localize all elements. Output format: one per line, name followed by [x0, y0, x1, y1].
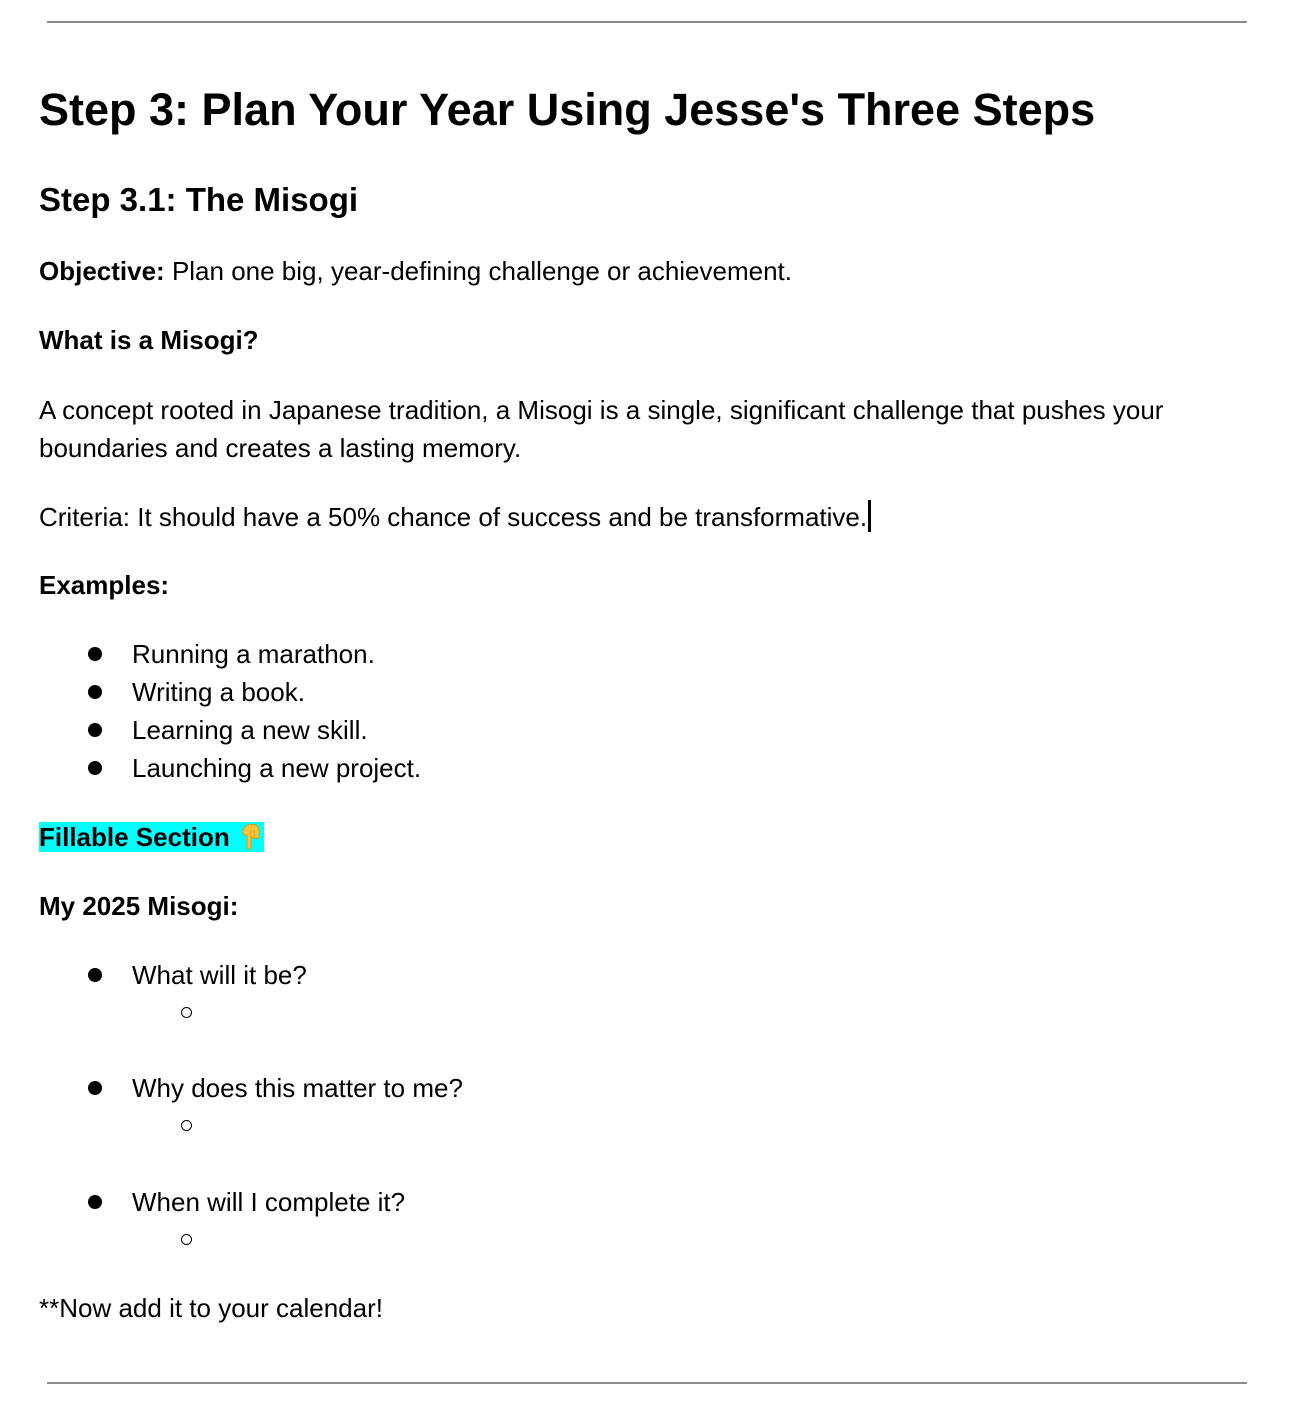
bullet-icon	[88, 1195, 102, 1209]
question-text: Why does this matter to me?	[132, 1073, 463, 1103]
bullet-icon	[88, 647, 102, 661]
question-item[interactable]	[0, 1067, 1292, 1147]
closing-note[interactable]: **Now add it to your calendar!	[39, 1293, 383, 1323]
bullet-icon	[88, 761, 102, 775]
question-item[interactable]	[0, 954, 1292, 1034]
examples-heading: Examples:	[39, 570, 170, 600]
objective-text: Plan one big, year-defining challenge or achievement.	[164, 256, 793, 286]
sub-bullet-icon[interactable]	[181, 1120, 192, 1131]
bottom-divider	[47, 1382, 1247, 1384]
bullet-icon	[88, 723, 102, 737]
question-item[interactable]	[0, 1181, 1292, 1261]
bullet-icon	[88, 685, 102, 699]
top-divider	[47, 21, 1247, 23]
question-text: What will it be?	[132, 960, 307, 990]
criteria-text: Criteria: It should have a 50% chance of success and be transformative.	[39, 502, 868, 532]
example-text: Writing a book.	[132, 677, 305, 707]
criteria-paragraph[interactable]	[39, 498, 871, 536]
what-is-misogi-heading: What is a Misogi?	[39, 325, 259, 355]
text-cursor	[868, 500, 871, 532]
bullet-icon	[88, 968, 102, 982]
objective-paragraph[interactable]	[39, 252, 792, 290]
example-text: Running a marathon.	[132, 639, 375, 669]
sub-bullet-icon[interactable]	[181, 1234, 192, 1245]
example-text: Launching a new project.	[132, 753, 422, 783]
objective-label: Objective:	[39, 256, 165, 286]
highlighted-label	[39, 822, 264, 852]
fillable-label-text: Fillable Section	[39, 822, 230, 852]
section-heading: Step 3.1: The Misogi	[39, 181, 359, 218]
fillable-section-label	[39, 818, 264, 856]
backhand-index-pointing-down-icon	[240, 822, 262, 850]
sub-bullet-icon[interactable]	[181, 1007, 192, 1018]
example-text: Learning a new skill.	[132, 715, 368, 745]
my-misogi-heading: My 2025 Misogi:	[39, 891, 239, 921]
misogi-description[interactable]: A concept rooted in Japanese tradition, a Misogi is a single, significant challenge that pushes your boundaries and creates a lasting memory.	[39, 395, 1164, 463]
question-text: When will I complete it?	[132, 1187, 406, 1217]
bullet-icon	[88, 1081, 102, 1095]
page-heading: Step 3: Plan Your Year Using Jesse's Three Steps	[39, 84, 1096, 135]
